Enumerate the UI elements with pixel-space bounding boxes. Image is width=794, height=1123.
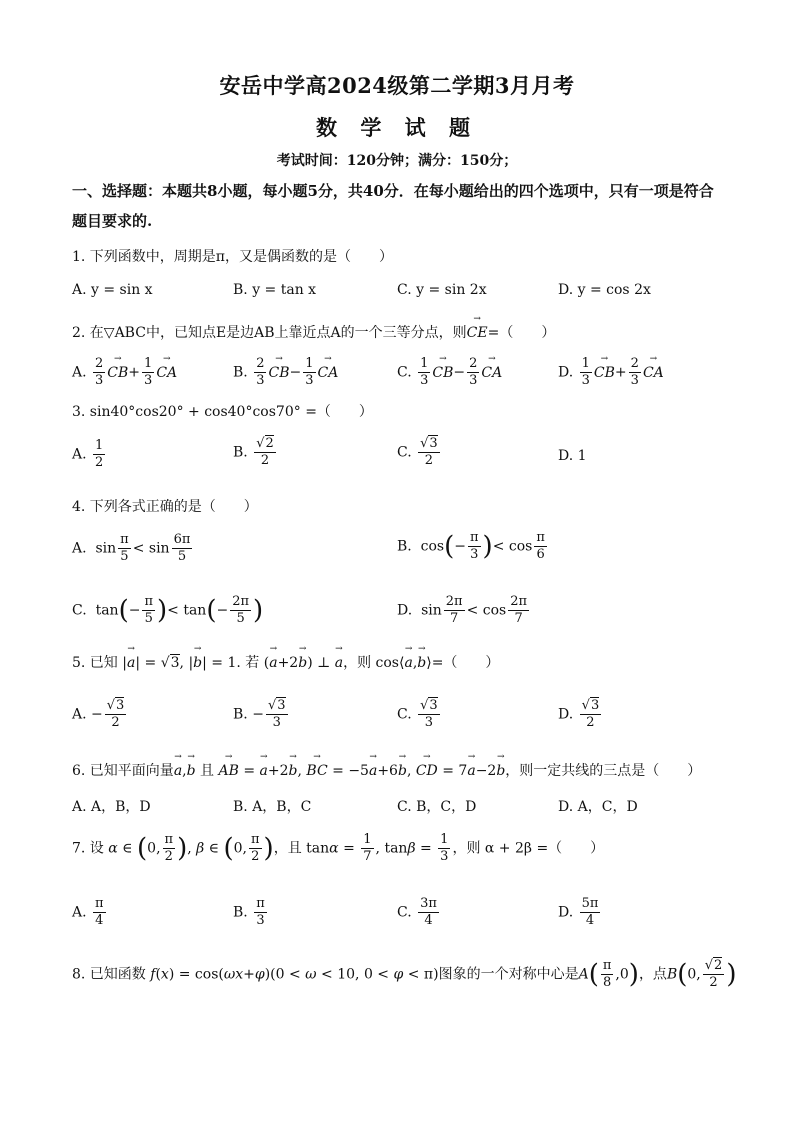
q5-option-c: C. $\frac{√3}{3}$ (397, 698, 438, 730)
q2-option-b: B. $\frac{2}{3}$ → CB− $\frac{1}{3}$ → CA (233, 356, 338, 389)
q3-option-c: C. $\frac{√3}{2}$ (397, 436, 438, 468)
q7-option-b: B. $\frac{\pi}{3}$ (233, 896, 265, 928)
exam-subject: 数 学 试 题 (316, 115, 478, 140)
q5-stem-tail: =（ ） (431, 655, 500, 671)
q6-option-a: A. A，B，D (72, 799, 151, 815)
section-heading: 一、选择题：本题共8小题，每小题5分，共40分．在每小题给出的四个选项中，只有一项是符合题目要求的. (72, 182, 714, 230)
q1-option-c: C. y = sin 2x (397, 282, 487, 298)
exam-title: 安岳中学高2024级第二学期3月月考 (219, 73, 575, 98)
q2-stem-tail: =（ ） (487, 325, 556, 341)
q7-option-a: A. $\frac{\pi}{4}$ (72, 896, 104, 928)
q7-option-c: C. $\frac{3\pi}{4}$ (397, 896, 437, 928)
q4-option-d: D. sin $\frac{2\pi}{7}$ < cos $\frac{2\pi}{7}$ (397, 594, 528, 626)
question-7-stem: 7. 设 α ∈ (0, $\frac{\pi}{2}$ ), β ∈ (0, $\frac{\pi}{2}$ )，且 tanα = $\frac{1}{7}$ , tanβ = $\frac{1}{3}$ ，则 α + 2β =（ ） (72, 832, 605, 864)
q1-option-d: D. y = cos 2x (558, 282, 651, 298)
q2-option-c: C. $\frac{1}{3}$ → CB− $\frac{2}{3}$ → CA (397, 356, 502, 389)
q1-option-b: B. y = tan x (233, 282, 317, 298)
q5-option-a: A. − $\frac{√3}{2}$ (72, 698, 125, 730)
q8-stem-text: 8. 已知函数 (72, 966, 146, 983)
question-6-stem: 6. 已知平面向量→ a,→ b 且 → AB = → a+2→ b, → BC = −5→ a+6→ b, → CD = 7→ a−2→ b，则一定共线的三点是（ ） (72, 760, 732, 780)
question-3-stem: 3. sin40°cos20° + cos40°cos70° =（ ） (72, 404, 373, 420)
question-8-stem: 8. 已知函数 f(x) = cos(ωx+φ)(0 < ω < 10, 0 < φ < π)图象的一个对称中心是A( $\frac{\pi}{8}$ ,0)，点B(0, $\frac{√2}{2}$ ) (72, 958, 737, 990)
q3-option-b: B. $\frac{√2}{2}$ (233, 436, 274, 468)
q1-option-a: A. y = sin x (72, 282, 153, 298)
q8-stem-tail: ，点 (638, 966, 667, 983)
q4-option-a: A. sin $\frac{\pi}{5}$ < sin $\frac{6\pi}{5}$ (72, 532, 191, 564)
q3-option-d: D. 1 (558, 448, 587, 464)
question-4-stem: 4. 下列各式正确的是（ ） (72, 499, 258, 515)
q6-option-d: D. A，C，D (558, 799, 638, 815)
q2-option-d: D. $\frac{1}{3}$ → CB+ $\frac{2}{3}$ → CA (558, 356, 664, 389)
q4-option-c: C. tan(− $\frac{\pi}{5}$ )< tan(− $\frac{2\pi}{5}$ ) (72, 594, 264, 626)
q7-stem-text: 7. 设 (72, 840, 104, 857)
q6-option-b: B. A，B，C (233, 799, 312, 815)
q5-option-d: D. $\frac{√3}{2}$ (558, 698, 600, 730)
question-2-stem (72, 322, 732, 342)
q7-option-d: D. $\frac{5\pi}{4}$ (558, 896, 599, 928)
question-5-stem: 5. 已知 |→ a| = √3, |→ b| = 1. 若 (→ a+2→ b) ⊥ → a，则 cos⟨→ a,→ b⟩=（ ） (72, 652, 732, 672)
q2-stem-text: 2. 在▽ABC中，已知点E是边AB上靠近点A的一个三等分点，则 (72, 325, 467, 341)
q4-option-b: B. cos(− $\frac{\pi}{3}$ )< cos $\frac{\pi}{6}$ (397, 530, 545, 562)
q6-stem-text: 6. 已知平面向量 (72, 763, 174, 779)
q8-stem-mid: 图象的一个对称中心是 (438, 966, 579, 983)
q7-stem-tail: ，则 α + 2β =（ ） (452, 840, 605, 857)
q3-option-a: A. $\frac{1}{2}$ (72, 438, 104, 470)
q2-option-a: A. $\frac{2}{3}$ → CB+ $\frac{1}{3}$ → CA (72, 356, 177, 389)
vector-ce: → CE (467, 325, 488, 341)
exam-info: 考试时间：120分钟；满分：150分； (276, 153, 518, 169)
question-1-stem: 1. 下列函数中，周期是π，又是偶函数的是（ ） (72, 249, 394, 265)
q6-stem-tail: ，则一定共线的三点是（ ） (505, 763, 702, 779)
q6-option-c: C. B，C，D (397, 799, 477, 815)
q5-option-b: B. − $\frac{√3}{3}$ (233, 698, 286, 730)
q5-stem-text: 5. 已知 (72, 655, 118, 671)
